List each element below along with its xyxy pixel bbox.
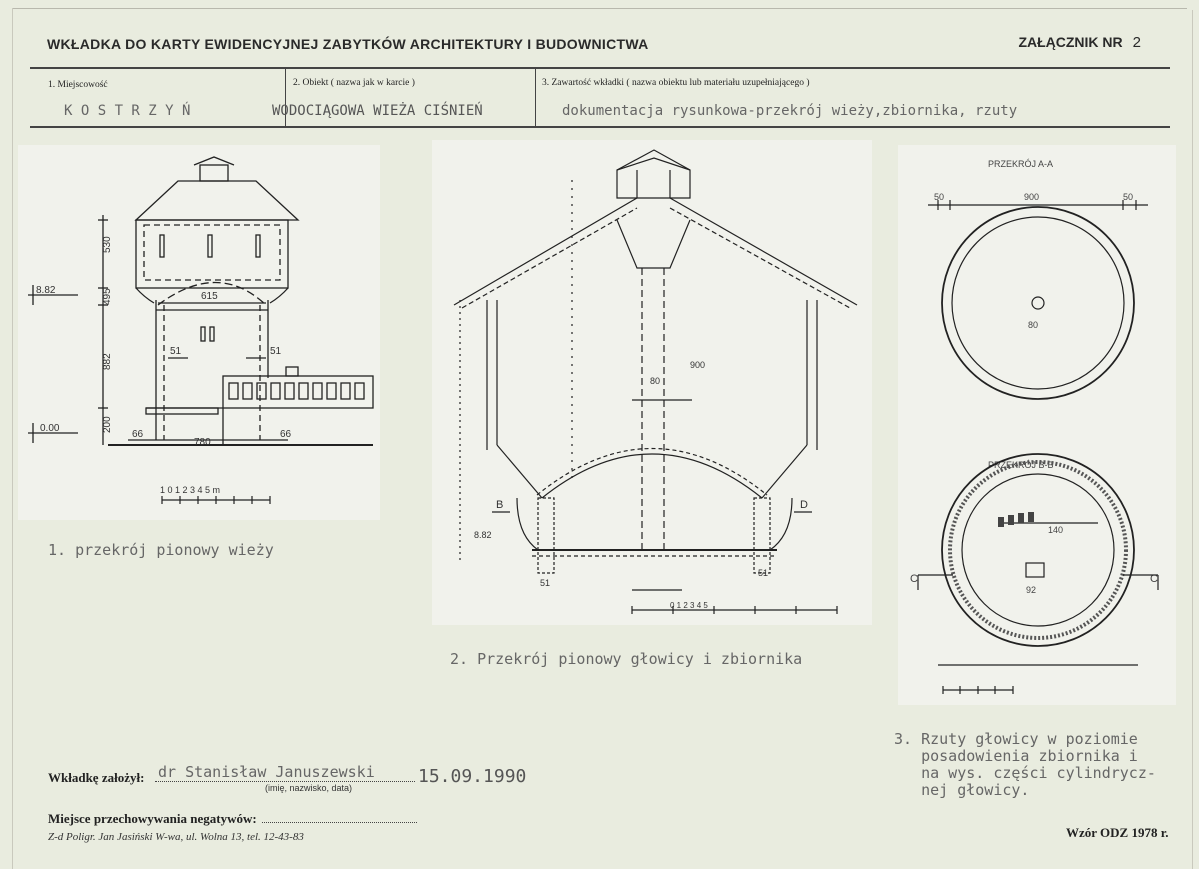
dim-200: 200 [102,416,113,433]
dim-51-right: 51 [270,346,282,357]
head-and-tank-section [432,140,872,625]
section-c-right: C [1150,573,1158,585]
level-8-82: 8.82 [474,530,492,540]
drawing-2-panel [432,140,872,625]
dim-51-right: 51 [758,568,769,578]
dim-51-left: 51 [540,578,551,588]
section-d-mark: D [800,499,808,511]
dim-50-right: 50 [1123,192,1134,202]
drawing-1-panel [18,145,380,520]
annex-number: 2 [1132,34,1141,51]
column-divider-2 [535,67,536,127]
dim-900: 900 [1024,192,1040,202]
founded-hint: (imię, nazwisko, data) [265,783,353,793]
storage-dotted-line [262,822,417,823]
annex-label [1018,34,1141,51]
dim-140: 140 [1048,525,1064,535]
founded-value: dr Stanisław Januszewski [158,763,375,781]
dim-615: 615 [201,291,218,302]
object-label: 2. Obiekt ( nazwa jak w karcie ) [293,78,415,88]
dim-780: 780 [194,437,211,448]
storage-label: Miejsce przechowywania negatywów: [48,811,257,826]
table-top-rule [30,67,1170,69]
level-8-82: 8.82 [36,285,56,296]
founded-date: 15.09.1990 [418,766,527,787]
dim-900: 900 [690,360,706,370]
dim-66-right: 66 [280,429,292,440]
plan-aa-title: PRZEKRÓJ A-A [988,159,1054,169]
level-0-00: 0.00 [40,423,60,434]
page-edge-left [12,8,13,869]
page-edge-top [12,8,1187,9]
section-c-left: C [910,573,918,585]
drawing-3-panel [898,145,1176,705]
plan-bb-title: PRZEKRÓJ B-B [988,460,1054,470]
table-bottom-rule [30,126,1170,128]
object-value: WODOCIĄGOWA WIEŻA CIŚNIEŃ [272,103,483,119]
scale-bar-2-label: 0 1 2 3 4 5 [670,601,708,610]
place-value: K O S T R Z Y Ń [64,103,191,119]
drawing-2-caption: 2. Przekrój pionowy głowicy i zbiornika [450,650,803,668]
dim-51-left: 51 [170,346,182,357]
scale-bar-1-label: 1 0 1 2 3 4 5 m [160,485,221,495]
drawing-1-caption: 1. przekrój pionowy wieży [48,541,274,559]
dim-530: 530 [102,236,113,253]
annex-label-text: ZAŁĄCZNIK NR [1018,34,1123,50]
page-edge-right [1192,10,1193,869]
form-title: WKŁADKA DO KARTY EWIDENCYJNEJ ZABYTKÓW ARCHITEKTURY I BUDOWNICTWA [47,36,649,52]
founded-label: Wkładkę założył: [48,770,145,785]
drawing-3-caption: 3. Rzuty głowicy w poziomie posadowienia zbiornika i na wys. części cylindrycz- nej głowicy. [894,730,1156,799]
founded-dotted-line [155,781,415,782]
content-label: 3. Zawartość wkładki ( nazwa obiektu lub materiału uzupełniającego ) [542,78,810,88]
tower-vertical-section [18,145,380,520]
printer-info: Z-d Poligr. Jan Jasiński W-wa, ul. Wolna 13, tel. 12-43-83 [48,831,304,843]
form-pattern: Wzór ODZ 1978 r. [1066,825,1169,840]
dim-80: 80 [650,376,661,386]
place-label: 1. Miejscowość [48,80,108,90]
dim-80: 80 [1028,320,1039,330]
section-b-mark: B [496,499,504,511]
dim-92: 92 [1026,585,1037,595]
content-value: dokumentacja rysunkowa-przekrój wieży,zbiornika, rzuty [562,103,1018,119]
head-floor-plans [898,145,1176,705]
dim-66-left: 66 [132,429,144,440]
dim-495: 495 [102,288,113,305]
dim-882: 882 [102,353,113,370]
dim-50-left: 50 [934,192,945,202]
